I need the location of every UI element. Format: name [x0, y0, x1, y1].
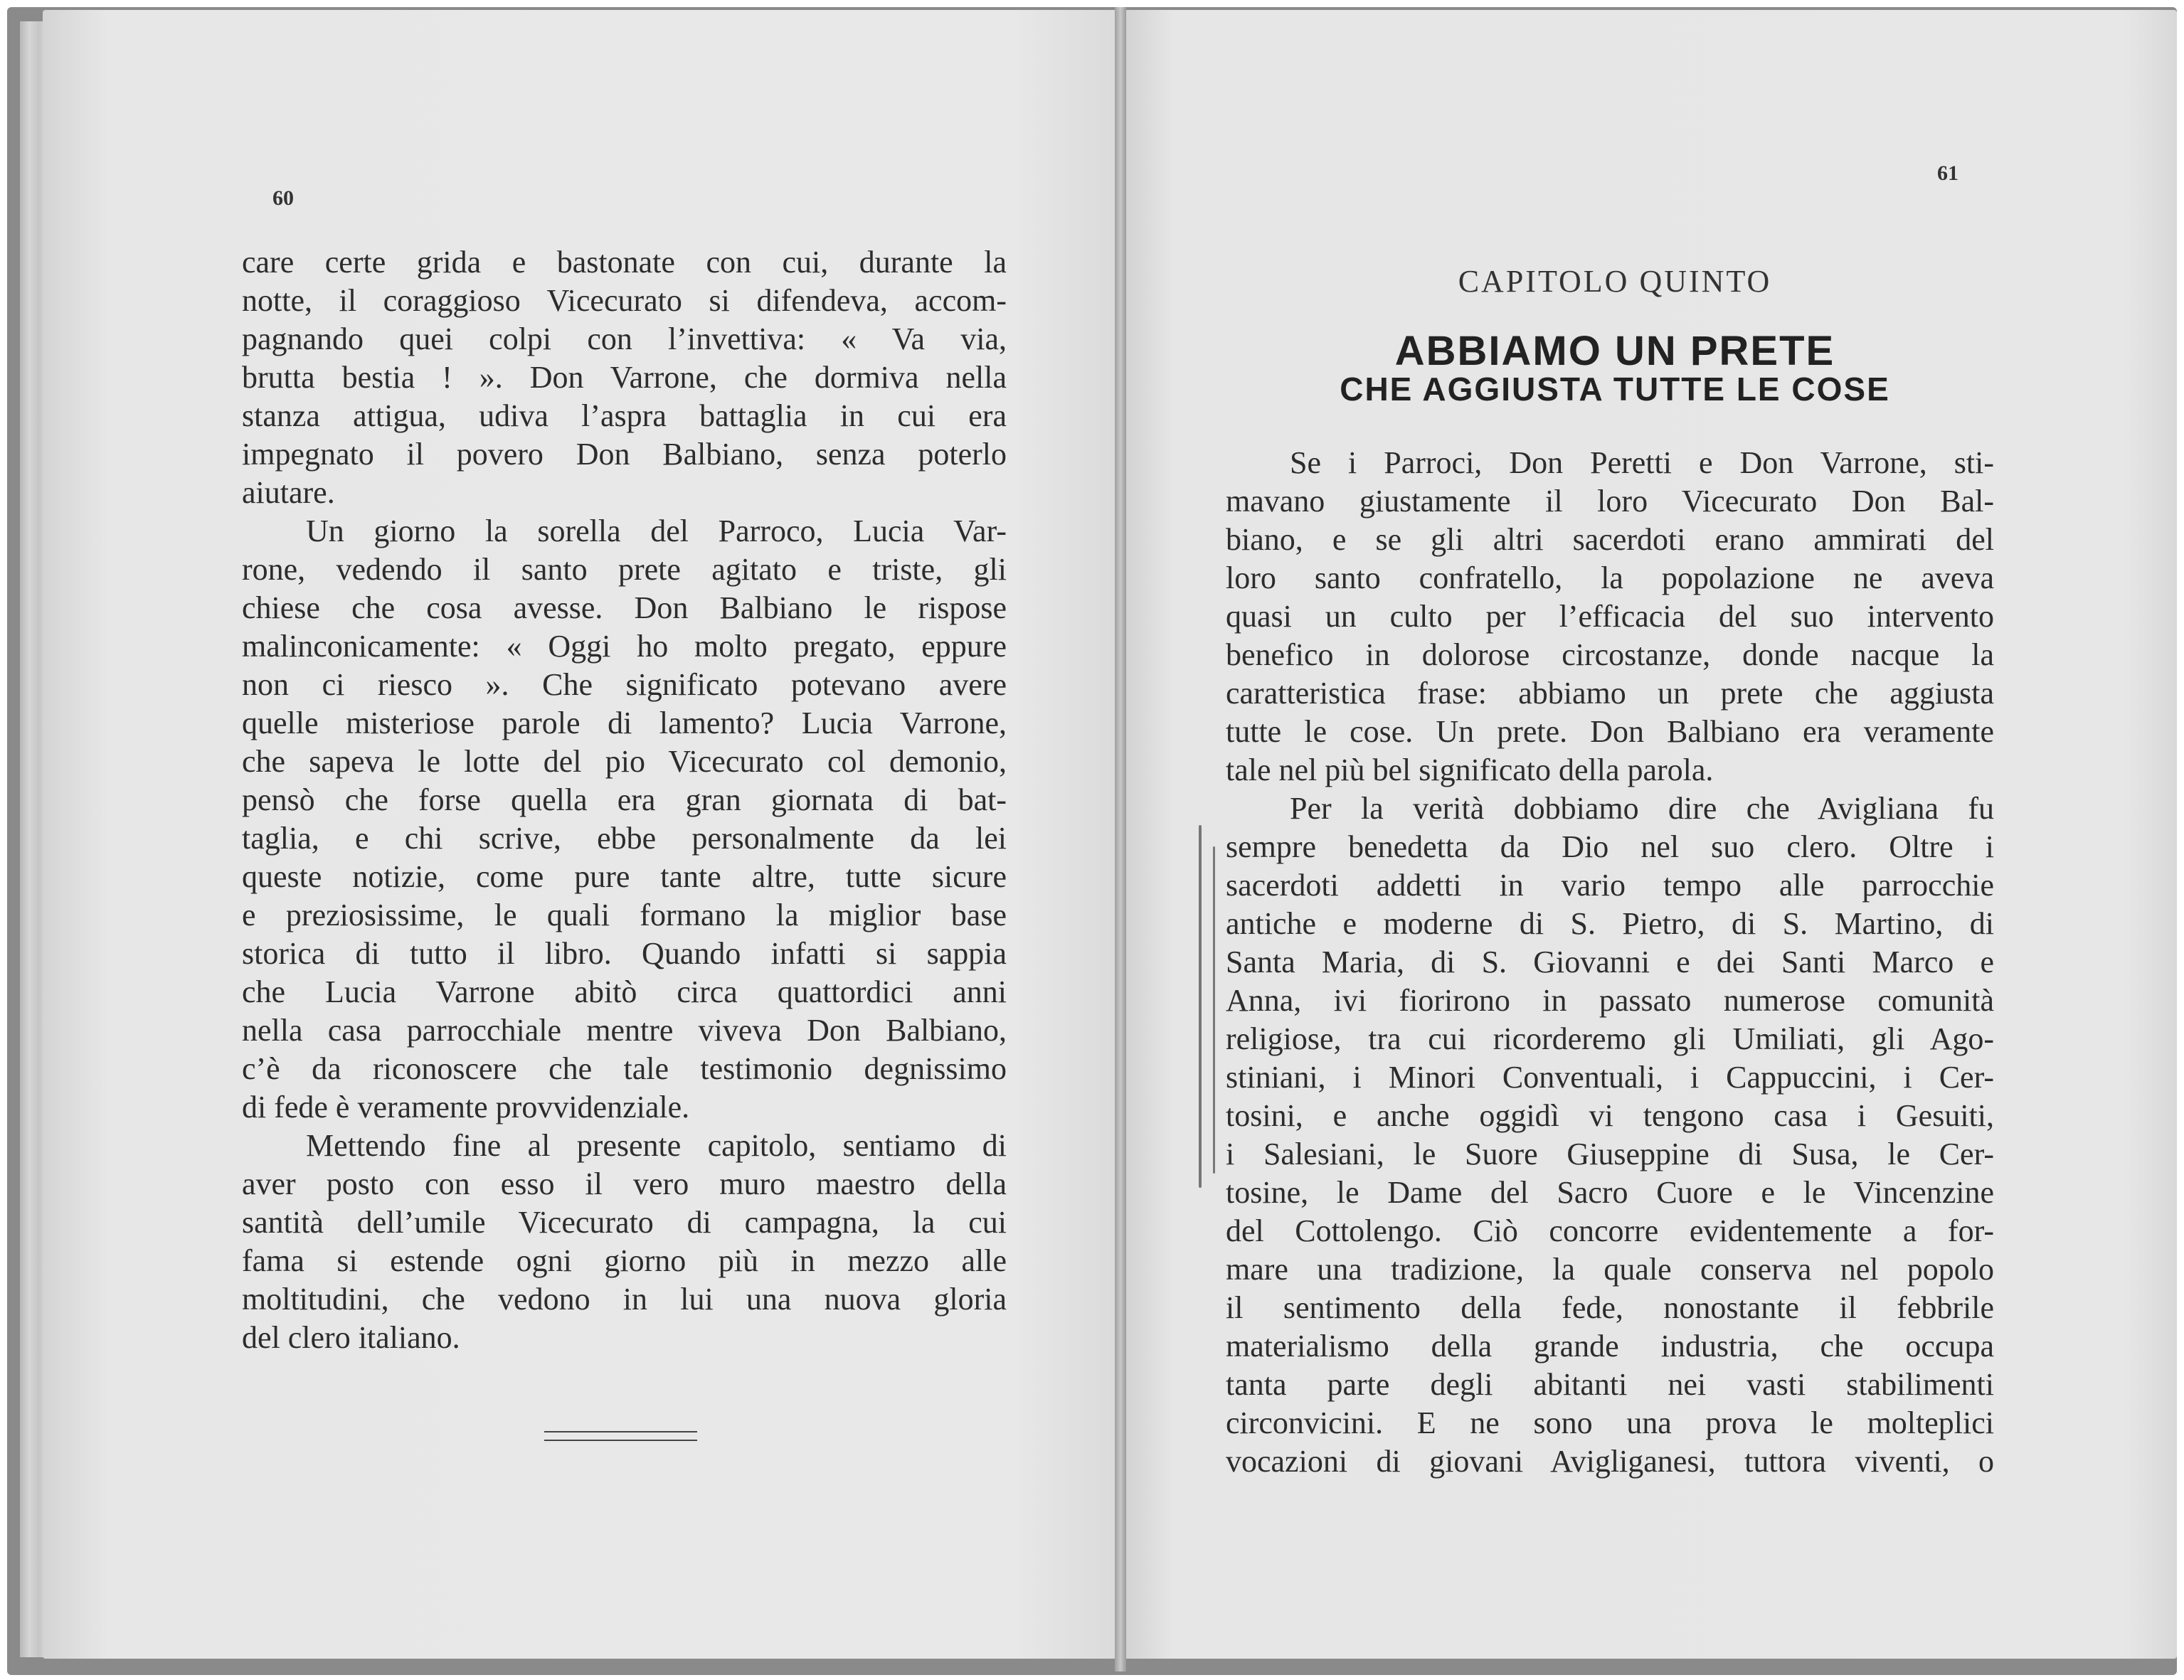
text-line: i Salesiani, le Suore Giuseppine di Susa, le Cer- [1226, 1137, 1994, 1171]
text-line: quasi un culto per l’efficacia del suo intervento [1226, 599, 1994, 634]
text-line: malinconicamente: « Oggi ho molto pregato, eppure [242, 629, 1007, 664]
text-line: e preziosissime, le quali formano la miglior base [242, 898, 1007, 932]
text-line: aver posto con esso il vero muro maestro della [242, 1166, 1007, 1201]
text-line: il sentimento della fede, nonostante il febbrile [1226, 1290, 1994, 1325]
text-line: fama si estende ogni giorno più in mezzo alle [242, 1243, 1007, 1278]
text-line: Mettendo fine al presente capitolo, sentiamo di [306, 1128, 1007, 1163]
text-line: tale nel più bel significato della parola. [1226, 753, 1714, 787]
text-line: vocazioni di giovani Avigliganesi, tuttora viventi, o [1226, 1444, 1994, 1479]
text-line: del clero italiano. [242, 1320, 460, 1355]
left-page-number: 60 [272, 186, 294, 210]
text-line: Anna, ivi fiorirono in passato numerose comunità [1226, 983, 1994, 1018]
text-line: biano, e se gli altri sacerdoti erano ammirati del [1226, 522, 1994, 557]
text-line: taglia, e chi scrive, ebbe personalmente da lei [242, 821, 1007, 856]
text-line: storica di tutto il libro. Quando infatti si sappia [242, 936, 1007, 971]
text-line: rone, vedendo il santo prete agitato e triste, gli [242, 552, 1007, 587]
text-line: circonvicini. E ne sono una prova le molteplici [1226, 1405, 1994, 1440]
text-line: c’è da riconoscere che tale testimonio degnissimo [242, 1051, 1007, 1086]
text-line: Se i Parroci, Don Peretti e Don Varrone, sti- [1290, 445, 1994, 480]
text-line: antiche e moderne di S. Pietro, di S. Martino, di [1226, 906, 1994, 941]
text-line: quelle misteriose parole di lamento? Lucia Varrone, [242, 706, 1007, 740]
text-line: stanza attigua, udiva l’aspra battaglia in cui era [242, 398, 1007, 433]
chapter-label: CAPITOLO QUINTO [1458, 264, 1772, 299]
text-line: tosine, le Dame del Sacro Cuore e le Vincenzine [1226, 1175, 1994, 1210]
text-line: santità dell’umile Vicecurato di campagna, la cui [242, 1205, 1007, 1240]
text-line: di fede è veramente provvidenziale. [242, 1090, 690, 1125]
text-line: stiniani, i Minori Conventuali, i Cappuccini, i Cer- [1226, 1060, 1994, 1095]
text-line: mare una tradizione, la quale conserva nel popolo [1226, 1252, 1994, 1287]
text-line: Per la verità dobbiamo dire che Avigliana fu [1290, 791, 1994, 826]
text-line: nella casa parrocchiale mentre viveva Don Balbiano, [242, 1013, 1007, 1048]
text-line: del Cottolengo. Ciò concorre evidentemente a for- [1226, 1213, 1994, 1248]
text-line: che Lucia Varrone abitò circa quattordici anni [242, 974, 1007, 1009]
margin-pencil-mark [1213, 846, 1215, 1174]
text-line: mavano giustamente il loro Vicecurato Don Bal- [1226, 484, 1994, 519]
text-line: moltitudini, che vedono in lui una nuova gloria [242, 1282, 1007, 1317]
text-line: Un giorno la sorella del Parroco, Lucia Var- [306, 514, 1007, 548]
text-line: che sapeva le lotte del pio Vicecurato col demonio, [242, 744, 1007, 779]
book-spine [1115, 7, 1126, 1671]
text-line: impegnato il povero Don Balbiano, senza poterlo [242, 437, 1007, 472]
chapter-title-line1: ABBIAMO UN PRETE [1394, 328, 1835, 374]
text-line: sempre benedetta da Dio nel suo clero. Oltre i [1226, 829, 1994, 864]
text-line: aiutare. [242, 475, 335, 510]
text-line: queste notizie, come pure tante altre, tutte sicure [242, 859, 1007, 894]
right-page-number: 61 [1937, 161, 1958, 185]
right-body-text [1226, 444, 1994, 1481]
text-line: tanta parte degli abitanti nei vasti stabilimenti [1226, 1367, 1994, 1402]
text-line: care certe grida e bastonate con cui, durante la [242, 245, 1007, 280]
chapter-title-line2: CHE AGGIUSTA TUTTE LE COSE [1340, 371, 1890, 408]
text-line: tutte le cose. Un prete. Don Balbiano era veramente [1226, 714, 1994, 749]
text-line: loro santo confratello, la popolazione ne aveva [1226, 560, 1994, 595]
text-line: pensò che forse quella era gran giornata di bat- [242, 782, 1007, 817]
text-line: pagnando quei colpi con l’invettiva: « Va via, [242, 321, 1007, 356]
text-line: brutta bestia ! ». Don Varrone, che dormiva nella [242, 360, 1007, 395]
text-line: notte, il coraggioso Vicecurato si difendeva, accom- [242, 283, 1007, 318]
text-line: chiese che cosa avesse. Don Balbiano le rispose [242, 590, 1007, 625]
text-line: religiose, tra cui ricorderemo gli Umiliati, gli Ago- [1226, 1021, 1994, 1056]
text-line: tosini, e anche oggidì vi tengono casa i Gesuiti, [1226, 1098, 1994, 1133]
left-body-text [242, 243, 1007, 1357]
text-line: materialismo della grande industria, che occupa [1226, 1329, 1994, 1363]
text-line: benefico in dolorose circostanze, donde nacque la [1226, 637, 1994, 672]
text-line: caratteristica frase: abbiamo un prete che aggiusta [1226, 676, 1994, 711]
text-line: sacerdoti addetti in vario tempo alle parrocchie [1226, 868, 1994, 903]
text-line: non ci riesco ». Che significato potevano avere [242, 667, 1007, 702]
margin-pencil-mark [1199, 825, 1202, 1188]
text-line: Santa Maria, di S. Giovanni e dei Santi Marco e [1226, 945, 1994, 979]
section-end-rule [544, 1431, 697, 1441]
